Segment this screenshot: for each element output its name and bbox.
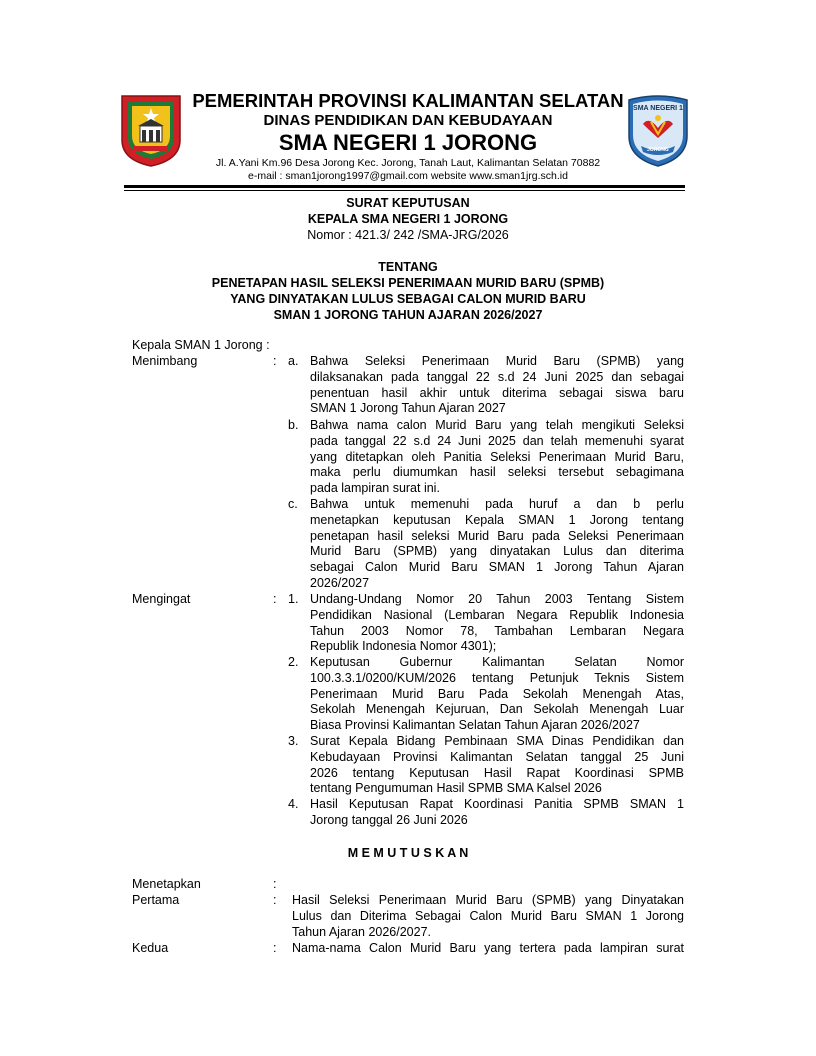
letterhead-school-name: SMA NEGERI 1 JORONG	[278, 130, 538, 155]
section-colon: :	[273, 354, 277, 368]
item-marker: c.	[288, 497, 298, 511]
mengingat-item-1	[310, 592, 684, 655]
text-line: menetapkan keputusan Kepala SMAN 1 Jorong tentang	[310, 512, 684, 527]
text-line: tentang Pengumuman Hasil SPMB SMA Kalsel 2026	[310, 781, 602, 796]
text-line: Nama-nama Calon Murid Baru yang tertera pada lampiran surat	[292, 941, 684, 955]
section-colon: :	[273, 877, 277, 891]
text-line: Tahun 2003 Nomor 78, Tambahan Lembaran Negara	[310, 623, 684, 638]
text-line: Penerimaan Murid Baru Pada Sekolah Menengah Atas,	[310, 686, 684, 701]
kedua-text	[292, 941, 684, 957]
letterhead-contact: e-mail : sman1jorong1997@gmail.com website www.sman1jrg.sch.id	[248, 170, 568, 182]
menimbang-item-b	[310, 418, 684, 497]
text-line: Biasa Provinsi Kalimantan Selatan Tahun Ajaran 2026/2027	[310, 718, 640, 733]
document-issuer: KEPALA SMA NEGERI 1 JORONG	[307, 212, 509, 226]
section-label-pertama: Pertama	[132, 893, 180, 907]
section-colon: :	[273, 592, 277, 606]
text-line: Keputusan Gubernur Kalimantan Selatan Nomor	[310, 655, 684, 669]
svg-text:JORONG: JORONG	[647, 147, 669, 153]
mengingat-item-3	[310, 734, 684, 797]
text-line: yang ditetapkan oleh Panitia Seleksi Penerimaan Murid Baru,	[310, 449, 684, 464]
letterhead-divider-thin	[124, 190, 685, 191]
document-type: SURAT KEPUTUSAN	[346, 196, 470, 210]
text-line: penentuan hasil akhir untuk diterima sebagai siswa baru	[310, 385, 684, 400]
text-line: Murid Baru (SPMB) yang dinyatakan Lulus dan diterima	[310, 544, 684, 559]
letterhead-divider-thick	[124, 185, 685, 188]
text-line: pada tanggal 22 s.d 24 Juni 2025 dan telah memenuhi syarat	[310, 433, 684, 448]
item-marker: 4.	[288, 797, 299, 811]
menimbang-item-a	[310, 354, 684, 417]
text-line: penetapan hasil seleksi Murid Baru pada Seleksi Penerimaan	[310, 528, 684, 543]
subject-label: TENTANG	[378, 260, 438, 274]
section-label-menimbang: Menimbang	[132, 354, 198, 368]
text-line: Bahwa Seleksi Penerimaan Murid Baru (SPMB) yang	[310, 354, 684, 368]
svg-text:SMA NEGERI 1: SMA NEGERI 1	[633, 105, 683, 112]
text-line: Sekolah Menengah Kejuruan, Dan Sekolah Menengah Luar	[310, 702, 684, 717]
text-line: Hasil Seleksi Penerimaan Murid Baru (SPMB) yang Dinyatakan	[292, 893, 684, 907]
text-line: 100.3.3.1/0200/KUM/2026 tentang Petunjuk Teknis Sistem	[310, 670, 684, 685]
item-marker: a.	[288, 354, 299, 368]
pertama-text	[292, 893, 684, 940]
section-colon: :	[273, 893, 277, 907]
section-label-mengingat: Mengingat	[132, 592, 191, 606]
text-line: sebagai Calon Murid Baru SMAN 1 Jorong Tahun Ajaran	[310, 560, 684, 575]
document-number: Nomor : 421.3/ 242 /SMA-JRG/2026	[307, 228, 509, 242]
section-label-kedua: Kedua	[132, 941, 169, 955]
text-line: Lulus dan Diterima Sebagai Calon Murid Baru SMAN 1 Jorong	[292, 908, 684, 923]
text-line: Hasil Keputusan Rapat Koordinasi Panitia SPMB SMAN 1	[310, 797, 684, 811]
section-label-menetapkan: Menetapkan	[132, 877, 201, 891]
text-line: Undang-Undang Nomor 20 Tahun 2003 Tentang Sistem	[310, 592, 684, 606]
text-line: Bahwa untuk memenuhi pada huruf a dan b perlu	[310, 497, 684, 511]
text-line: Jorong tanggal 26 Juni 2026	[310, 812, 468, 827]
letterhead-government: PEMERINTAH PROVINSI KALIMANTAN SELATAN	[192, 90, 624, 111]
item-marker: b.	[288, 418, 299, 432]
text-line: Republik Indonesia Nomor 4301);	[310, 639, 497, 654]
text-line: 2026 tentang Keputusan Hasil Rapat Koordinasi SPMB	[310, 765, 684, 780]
decision-heading: M E M U T U S K A N	[347, 846, 469, 860]
item-marker: 3.	[288, 734, 299, 748]
subject-line: YANG DINYATAKAN LULUS SEBAGAI CALON MURID BARU	[230, 292, 586, 306]
item-marker: 2.	[288, 655, 299, 669]
section-colon: :	[273, 941, 277, 955]
opening-line: Kepala SMAN 1 Jorong :	[132, 338, 270, 352]
letterhead-department: DINAS PENDIDIKAN DAN KEBUDAYAAN	[263, 112, 553, 129]
text-line: pada lampiran surat ini.	[310, 481, 440, 496]
mengingat-item-4	[310, 797, 684, 829]
mengingat-item-2	[310, 655, 684, 734]
item-marker: 1.	[288, 592, 299, 606]
text-line: Bahwa nama calon Murid Baru yang telah mengikuti Seleksi	[310, 418, 684, 432]
text-line: Tahun Ajaran 2026/2027.	[292, 924, 432, 939]
text-line: maka perlu diumumkan hasil seleksi tersebut sebagimana	[310, 465, 684, 480]
text-line: 2026/2027	[310, 575, 370, 590]
menimbang-item-c	[310, 497, 684, 592]
text-line: dilaksanakan pada tanggal 22 s.d 24 Juni 2025 dan sebagai	[310, 369, 684, 384]
text-line: Kebudayaan Provinsi Kalimantan Selatan tanggal 25 Juni	[310, 749, 684, 764]
text-line: Pendidikan Nasional (Lembaran Negara Republik Indonesia	[310, 607, 684, 622]
text-line: Surat Kepala Bidang Pembinaan SMA Dinas Pendidikan dan	[310, 734, 684, 748]
text-line: SMAN 1 Jorong Tahun Ajaran 2027	[310, 401, 506, 416]
subject-line: SMAN 1 JORONG TAHUN AJARAN 2026/2027	[273, 308, 543, 322]
letterhead-address: Jl. A.Yani Km.96 Desa Jorong Kec. Jorong, Tanah Laut, Kalimantan Selatan 70882	[215, 157, 601, 169]
subject-line: PENETAPAN HASIL SELEKSI PENERIMAAN MURID BARU (SPMB)	[211, 276, 605, 290]
